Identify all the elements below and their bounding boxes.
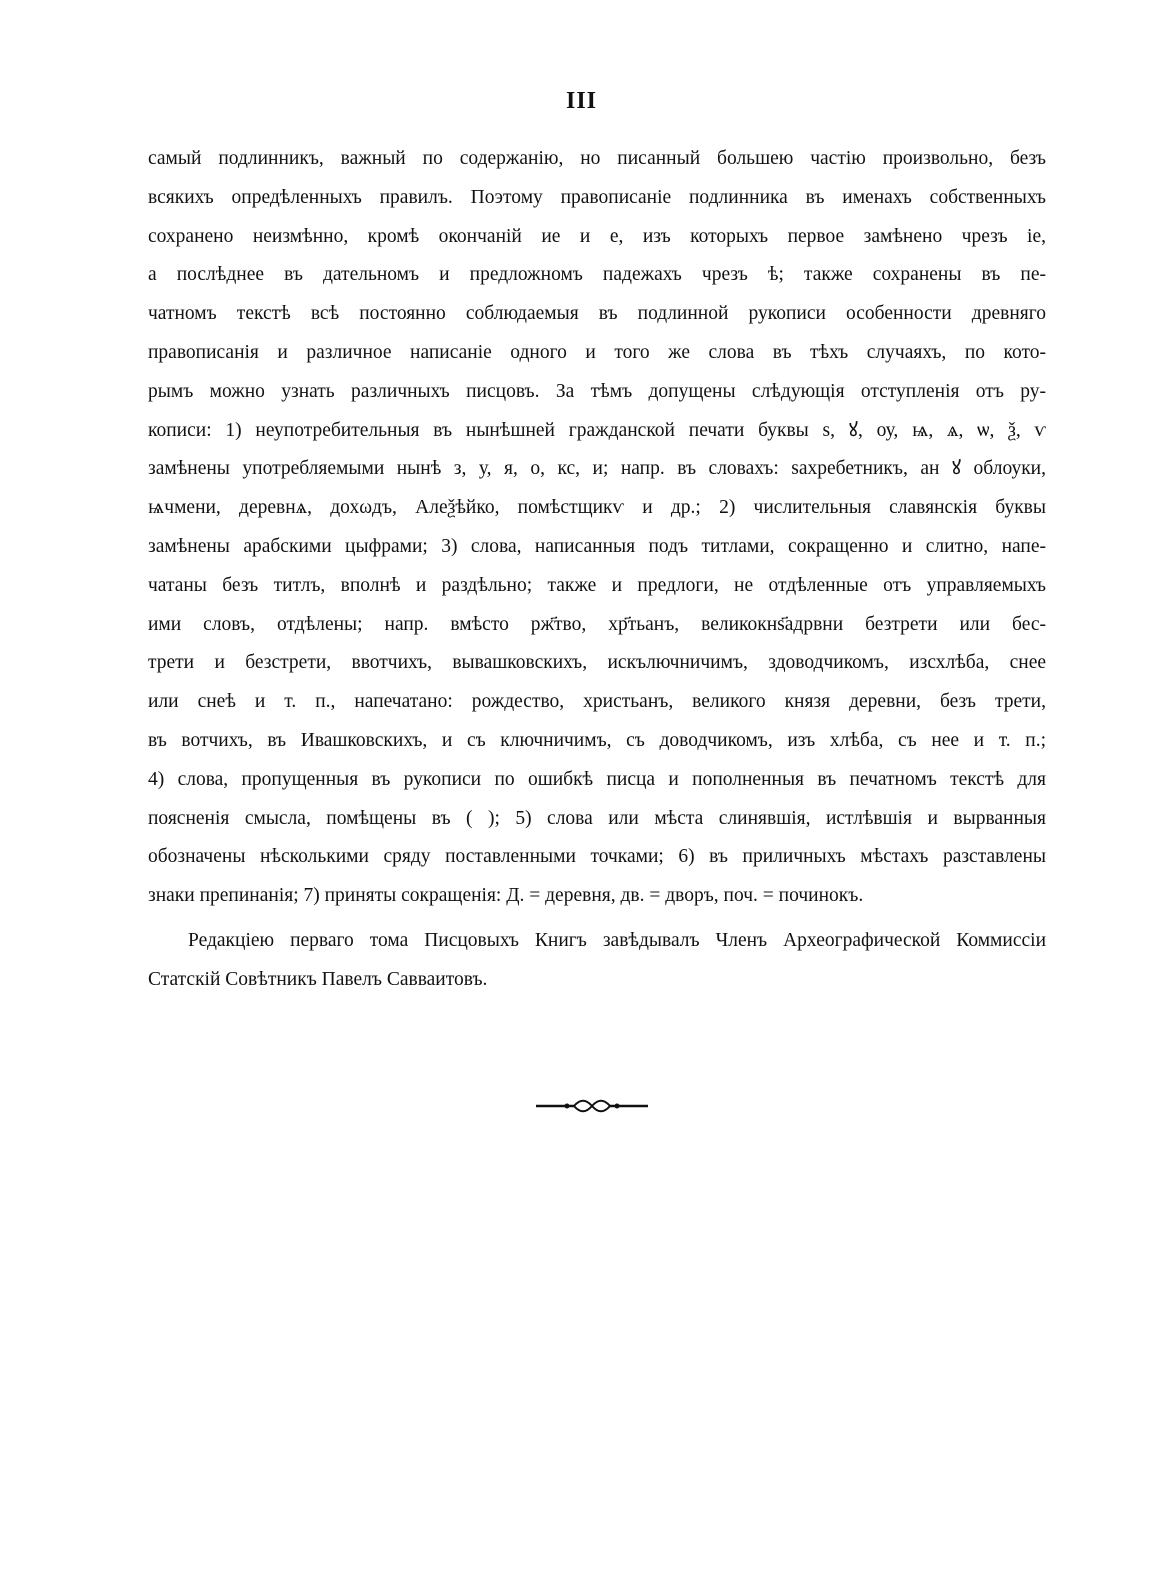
text-line: Редакціею перваго тома Писцовыхъ Книгъ завѣдывалъ Членъ Археографической Коммиссіи	[188, 929, 1046, 951]
text-line: ѩчмени, деревнѧ, дохωдъ, Алеѯѣйко, помѣстщикѵ и др.; 2) числительныя славянскія буквы	[148, 497, 1046, 519]
body-text	[148, 140, 1046, 1000]
text-line: знаки препинанія; 7) приняты сокращенія: Д. = деревня, дв. = дворъ, поч. = починокъ.	[148, 885, 864, 907]
text-line: или снеѣ и т. п., напечатано: рождество, христьанъ, великого князя деревни, безъ трети,	[148, 691, 1046, 713]
text-line: замѣнены арабскими цыфрами; 3) слова, написанныя подъ титлами, сокращенно и слитно, напе-	[148, 535, 1046, 557]
text-line: Статскій Совѣтникъ Павелъ Савваитовъ.	[148, 968, 488, 990]
ornament-divider-icon	[534, 1096, 650, 1116]
page-number: III	[565, 88, 598, 114]
text-line: рымъ можно узнать различныхъ писцовъ. За тѣмъ допущены слѣдующія отступленія отъ ру-	[148, 380, 1046, 402]
text-line: всякихъ опредѣленныхъ правилъ. Поэтому правописаніе подлинника въ именахъ собственныхъ	[148, 186, 1046, 208]
text-line: самый подлинникъ, важный по содержанію, но писанный большею частію произвольно, безъ	[148, 148, 1046, 169]
text-line: обозначены нѣсколькими сряду поставленными точками; 6) въ приличныхъ мѣстахъ разставлены	[148, 846, 1046, 868]
text-line: ими словъ, отдѣлены; напр. вмѣсто рж҃тво, хр҃тьанъ, великокнѕ҃адрвни безтрети или бес-	[148, 613, 1046, 635]
text-line: чатномъ текстѣ всѣ постоянно соблюдаемыя въ подлинной рукописи особенности древняго	[148, 303, 1046, 325]
text-line: чатаны безъ титлъ, вполнѣ и раздѣльно; также и предлоги, не отдѣленные отъ управляемыхъ	[148, 574, 1046, 596]
text-line: правописанія и различное написаніе одного и того же слова въ тѣхъ случаяхъ, по кото-	[148, 341, 1046, 363]
paragraph-2	[148, 922, 1046, 1000]
text-line: сохранено неизмѣнно, кромѣ окончаній ие и е, изъ которыхъ первое замѣнено чрезъ іе,	[148, 225, 1046, 247]
text-line: въ вотчихъ, въ Ивашковскихъ, и съ ключничимъ, съ доводчикомъ, изъ хлѣба, съ нее и т. п.;	[148, 729, 1046, 751]
text-line: поясненія смысла, помѣщены въ ( ); 5) слова или мѣста слинявшія, истлѣвшія и вырванныя	[148, 807, 1046, 829]
text-line: 4) слова, пропущенныя въ рукописи по ошибкѣ писца и пополненныя въ печатномъ текстѣ для	[148, 768, 1046, 790]
text-line: трети и безстрети, ввотчихъ, вывашковскихъ, искълючничимъ, здоводчикомъ, изсхлѣба, снее	[148, 652, 1046, 674]
text-line: а послѣднее въ дательномъ и предложномъ падежахъ чрезъ ѣ; также сохранены въ пе-	[148, 264, 1046, 286]
text-line: кописи: 1) неупотребительныя въ нынѣшней гражданской печати буквы ѕ, ꙋ, оу, ѩ, ѧ, ѡ, ѯ, ѵ	[148, 419, 1046, 441]
text-line: замѣнены употребляемыми нынѣ з, у, я, о, кс, и; напр. въ словахъ: ѕахребетникъ, ан ꙋ облоуки,	[148, 458, 1046, 480]
paragraph-1	[148, 140, 1046, 916]
